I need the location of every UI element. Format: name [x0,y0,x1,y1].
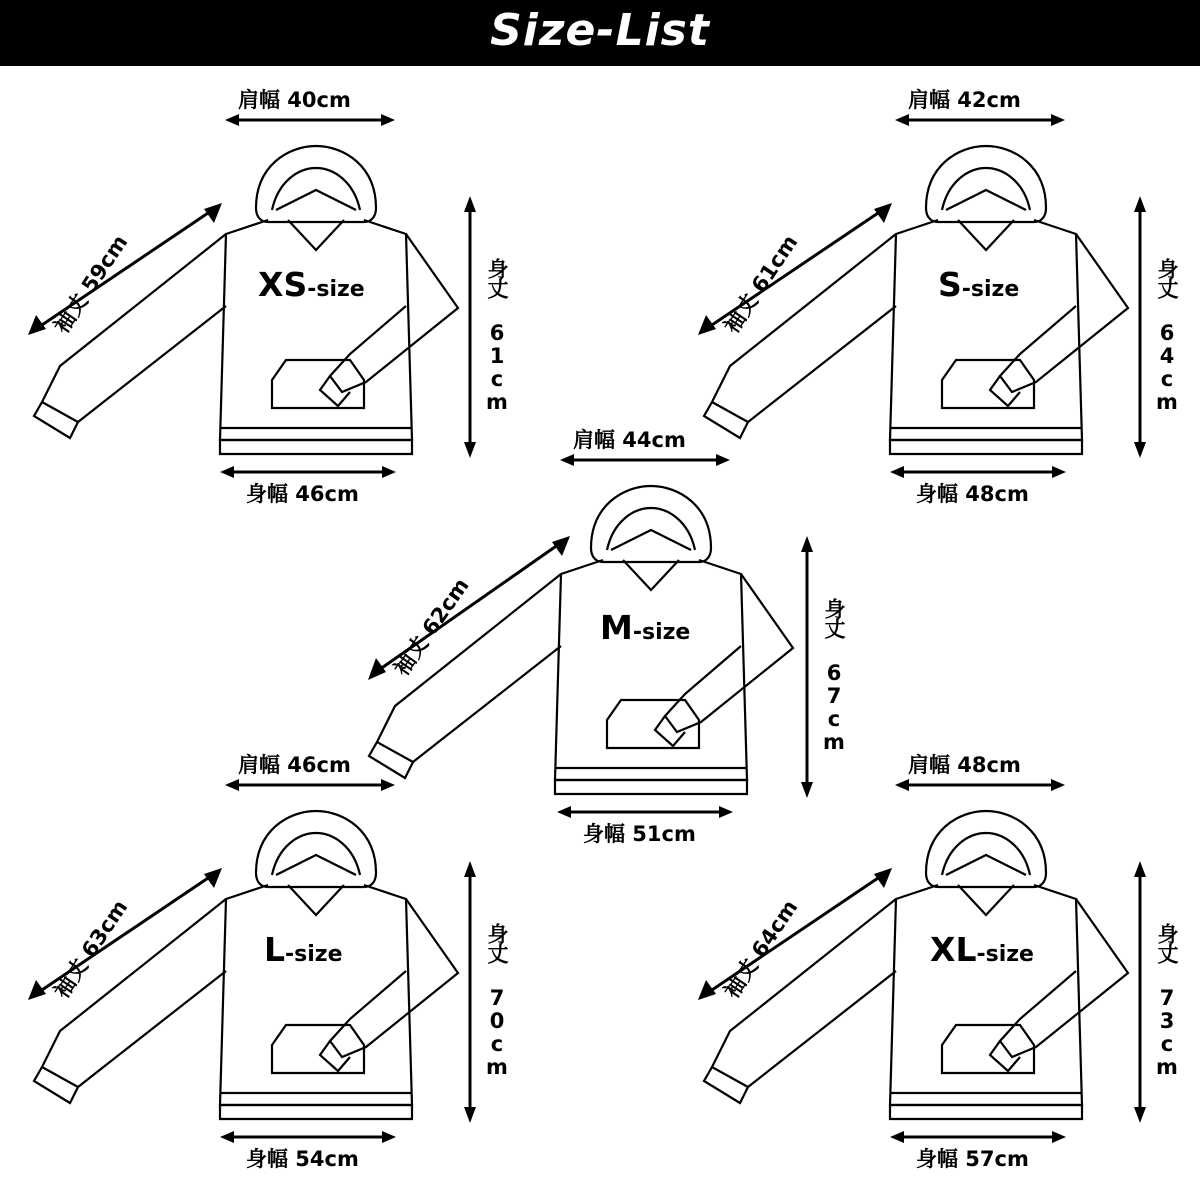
dim-shoulder-s: 肩幅 42cm [908,88,1021,112]
arrow-body-length-m [797,536,817,798]
size-label-s: S-size [938,265,1020,304]
arrow-body-length-s [1130,196,1150,458]
dim-sleeve-m: 袖丈 62cm [389,573,474,681]
dim-shoulder-m: 肩幅 44cm [573,428,686,452]
dim-body-width-xl: 身幅 57cm [916,1147,1029,1171]
size-label-xl: XL-size [930,930,1034,969]
dim-body-width-xs: 身幅 46cm [246,482,359,506]
dim-body-width-l: 身幅 54cm [246,1147,359,1171]
dim-body-length-m: 身丈 67cm [822,598,846,753]
arrow-body-length-xs [460,196,480,458]
dim-sleeve-xs: 袖丈 59cm [49,230,133,338]
dim-body-length-xs: 身丈 61cm [485,258,509,413]
dim-shoulder-xs: 肩幅 40cm [238,88,351,112]
dim-body-width-m: 身幅 51cm [583,822,696,846]
dim-body-length-s: 身丈 64cm [1155,258,1179,413]
arrow-body-length-l [460,861,480,1123]
dim-sleeve-l: 袖丈 63cm [49,895,133,1003]
size-label-l: L-size [264,930,343,969]
size-label-xs: XS-size [258,265,365,304]
dim-shoulder-xl: 肩幅 48cm [908,753,1021,777]
dim-sleeve-s: 袖丈 61cm [719,230,803,338]
page-title: Size-List [490,5,710,56]
dim-shoulder-l: 肩幅 46cm [238,753,351,777]
arrow-body-length-xl [1130,861,1150,1123]
dim-body-width-s: 身幅 48cm [916,482,1029,506]
size-label-m: M-size [600,608,691,647]
dim-body-length-l: 身丈 70cm [485,923,509,1078]
dim-sleeve-xl: 袖丈 64cm [719,895,803,1003]
dim-body-length-xl: 身丈 73cm [1155,923,1179,1078]
